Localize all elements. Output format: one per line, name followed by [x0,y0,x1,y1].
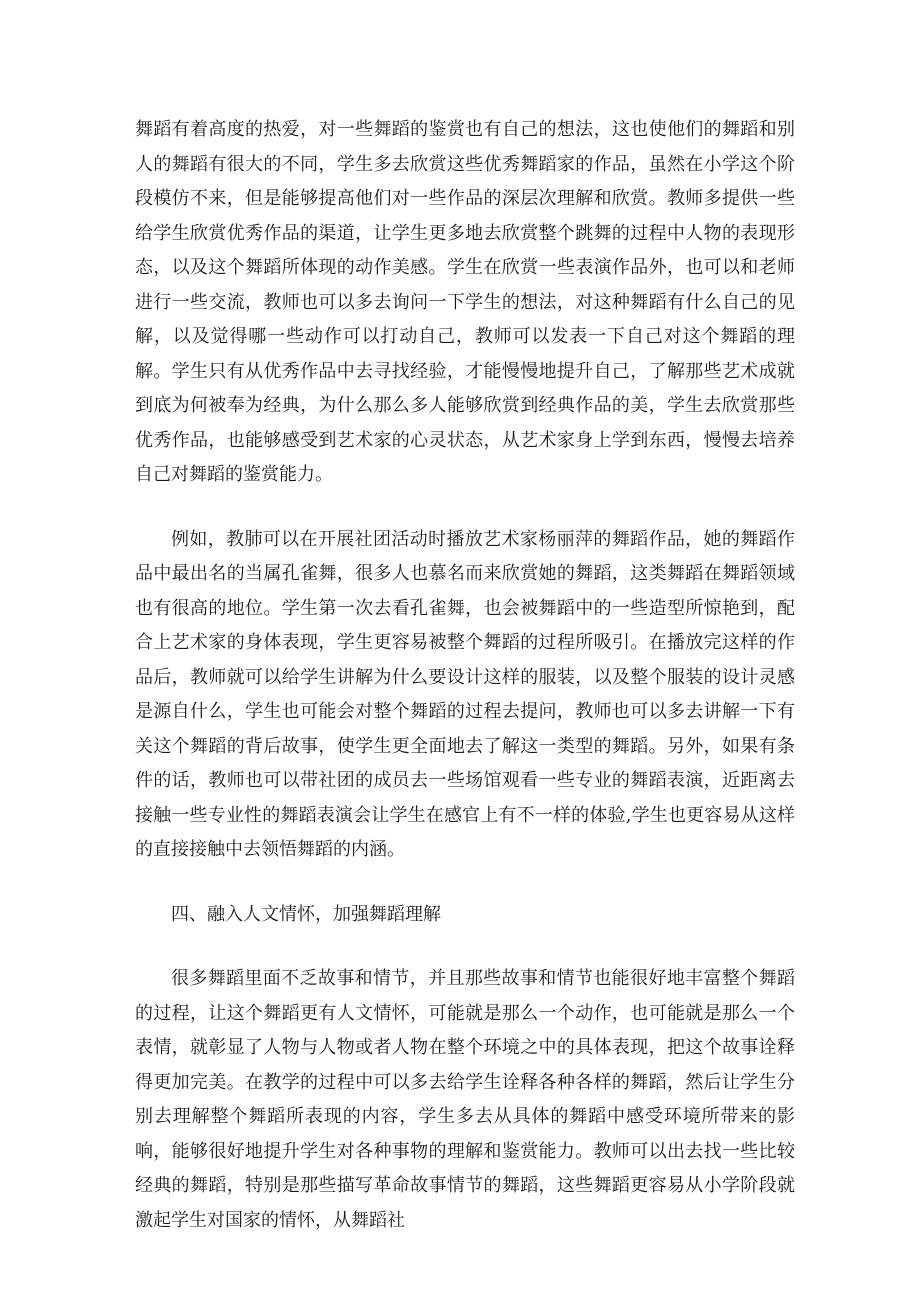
document-body [135,113,795,1238]
paragraph-dance-appreciation: 舞蹈有着高度的热爱，对一些舞蹈的鉴赏也有自己的想法，这也使他们的舞蹈和别人的舞蹈有很大的不同，学生多去欣赏这些优秀舞蹈家的作品，虽然在小学这个阶段模仿不来，但是能够提高他们对一些作品的深层次理解和欣赏。教师多提供一些给学生欣赏优秀作品的渠道，让学生更多地去欣赏整个跳舞的过程中人物的表现形态，以及这个舞蹈所体现的动作美感。学生在欣赏一些表演作品外，也可以和老师进行一些交流，教师也可以多去询问一下学生的想法，对这种舞蹈有什么自己的见解，以及觉得哪一些动作可以打动自己，教师可以发表一下自己对这个舞蹈的理解。学生只有从优秀作品中去寻找经验，才能慢慢地提升自己，了解那些艺术成就到底为何被奉为经典，为什么那么多人能够欣赏到经典作品的美，学生去欣赏那些优秀作品，也能够感受到艺术家的心灵状态，从艺术家身上学到东西，慢慢去培养自己对舞蹈的鉴赏能力。 [135,119,795,485]
paragraph-story-and-plot: 很多舞蹈里面不乏故事和情节，并且那些故事和情节也能很好地丰富整个舞蹈的过程，让这个舞蹈更有人文情怀，可能就是那么一个动作，也可能就是那么一个表情，就彰显了人物与人物或者人物在整个环境之中的具体表现，把这个故事诠释得更加完美。在教学的过程中可以多去给学生诠释各种各样的舞蹈，然后让学生分别去理解整个舞蹈所表现的内容，学生多去从具体的舞蹈中感受环境所带来的影响，能够很好地提升学生对各种事物的理解和鉴赏能力。教师可以出去找一些比较经典的舞蹈，特别是那些描写革命故事情节的舞蹈，这些舞蹈更容易从小学阶段就激起学生对国家的情怀，从舞蹈社 [135,968,795,1231]
paragraph-peacock-dance-example: 例如，教肺可以在开展社团活动时播放艺术家杨丽萍的舞蹈作品，她的舞蹈作品中最出名的当属孔雀舞，很多人也慕名而来欣赏她的舞蹈，这类舞蹈在舞蹈领域也有很高的地位。学生第一次去看孔雀舞，也会被舞蹈中的一些造型所惊艳到，配合上艺术家的身体表现，学生更容易被整个舞蹈的过程所吸引。在播放完这样的作品后，教师就可以给学生讲解为什么要设计这样的服装，以及整个服装的设计灵感是源自什么，学生也可能会对整个舞蹈的过程去提问，教师也可以多去讲解一下有关这个舞蹈的背后故事，使学生更全面地去了解这一类型的舞蹈。另外，如果有条件的话，教师也可以带社团的成员去一些场馆观看一些专业的舞蹈表演，近距离去接触一些专业性的舞蹈表演会让学生在感官上有不一样的体验,学生也更容易从这样的直接接触中去领悟舞蹈的内涵。 [135,528,795,860]
section-heading-humanistic-feelings: 四、融入人文情怀，加强舞蹈理解 [171,903,441,925]
